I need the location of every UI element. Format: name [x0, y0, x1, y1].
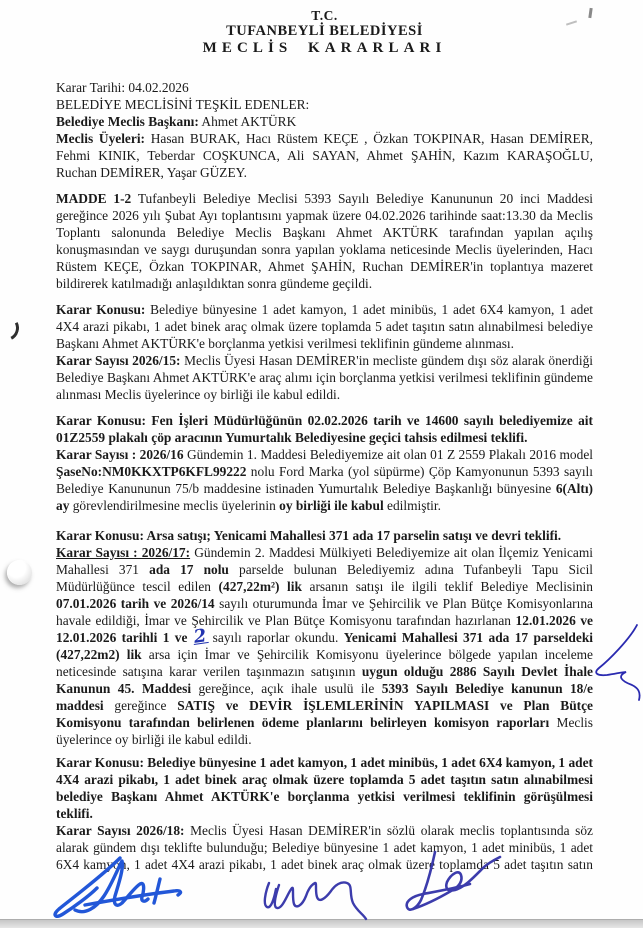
text-run: Karar Konusu: Fen İşleri Müdürlüğünün 02.02.2026 tarih ve 14600 sayılı belediyemize ait 01Z2559 plakalı çöp aracının Yumurtalık Belediyesine geçici tahsis edilmesi teklifi.	[56, 413, 593, 445]
handwritten-ink-number: 2	[192, 625, 208, 648]
text-run: uygun olduğu 2886 Sayılı Devlet İhale Kanunun 45. Maddesi	[56, 664, 593, 696]
text-run: MADDE 1-2	[56, 191, 132, 206]
text-run: arsanın satışı ile ilgili teklif Belediye Meclisinin	[301, 579, 593, 594]
text-run: Gündemin 1. Maddesi Belediyemize ait olan 01 Z 2559 Plakalı 2016 model	[183, 447, 593, 462]
text-run: 07.01.2026 tarih ve 2026/14	[56, 596, 215, 611]
council-composition-heading	[56, 96, 593, 113]
council-members-line	[56, 130, 593, 181]
text-run: Meclis Üyesi Hasan DEMİRER'in sözlü olarak meclis toplantısında söz alarak gündem dışı teklifte bulunduğu; Belediye bünyesine 1 adet kamyon, 1 adet minibüs, 1 adet 6X4 kamyon, 1 adet 4X4 arazi pikabı, 1 adet binek araç olmak üzere toplamda 5 adet taşıtın satın	[56, 823, 593, 872]
decision-date-line	[56, 79, 593, 96]
text-run: Karar Konusu:	[56, 302, 146, 317]
document-body	[56, 0, 593, 873]
council-mayor-line	[56, 113, 593, 130]
text-run: Karar Sayısı 2026/18:	[56, 823, 185, 838]
document-title: MECLİS KARARLARI	[202, 40, 447, 56]
text-run: Karar Sayısı : 2026/17:	[56, 545, 191, 560]
text-run: sayılı raporlar okundu.	[207, 630, 344, 645]
text-run: sayılı oturumunda İmar ve Şehircilik ve Plan Bütçe Komisyonlarına havale edildiği, İmar ve Şehircilik ve Plan Bütçe Komisyonu tarafından hazırlanan	[56, 596, 593, 628]
signature-2	[260, 866, 372, 922]
text-run: ada 17 nolu	[149, 562, 229, 577]
decision-2026-15-resolution	[56, 352, 593, 403]
text-run: Karar Sayısı : 2026/16	[56, 447, 184, 462]
text-run: Karar Sayısı 2026/15:	[56, 353, 181, 368]
text-run: Karar Konusu: Arsa satışı; Yenicami Mahallesi 371 ada 17 parselin satışı ve devri teklifi.	[56, 528, 562, 543]
text-run: (427,22m²) lik	[218, 579, 302, 594]
text-run: Meclis Üyesi Hasan DEMİRER'in mecliste gündem dışı söz alarak önerdiği Belediye Başkanı Ahmet AKTÜRK'e araç alımı için borçlanma yetkisi verilmesi teklifinin gündeme alınması Meclis üyelerince oy birliği ile kabul edildi.	[56, 353, 593, 402]
text-run: SATIŞ ve DEVİR İŞLEMLERİNİN YAPILMASI ve Plan Bütçe Komisyonu tarafından belirlenen ödeme planlarını belirleyen komisyon raporları	[56, 698, 593, 730]
text-run: nolu Ford Marka (yol süpürme) Çöp Kamyonunun 5393 sayılı Belediye Kanununun 75/b maddesine istinaden Yumurtalık Belediye Başkanlığı bünyesine	[56, 464, 593, 496]
madde-1-2-paragraph	[56, 190, 593, 292]
text-run: Karar Tarihi: 04.02.2026	[56, 80, 189, 95]
text-run: Belediye Meclis Başkanı:	[56, 114, 199, 129]
text-run: 6(Altı) ay	[56, 481, 593, 513]
text-run: Ahmet AKTÜRK	[198, 114, 297, 129]
punch-hole-artifact	[7, 560, 32, 585]
text-run: Gündemin 2. Maddesi Mülkiyeti Belediyemize ait olan İlçemiz Yenicami Mahallesi 371	[56, 545, 593, 577]
text-run: görevlendirilmesine meclis üyelerinin	[69, 498, 280, 513]
state-abbreviation: T.C.	[311, 8, 338, 23]
text-run: Meclis Üyeleri:	[56, 131, 145, 146]
text-run: ŞaseNo:NM0KKXTP6KFL99222	[56, 464, 247, 479]
text-run: Hasan BURAK, Hacı Rüstem KEÇE , Özkan TOKPINAR, Hasan DEMİRER, Fehmi KINIK, Teberdar COŞKUNCA, Ali SAYAN, Ahmet ŞAHİN, Kazım KARAŞOĞLU, Ruchan DEMİRER, Yaşar GÜZEY.	[56, 131, 593, 180]
text-run: 5393 Sayılı Belediye kanunun 18/e maddesi	[56, 681, 594, 713]
text-run: Tufanbeyli Belediye Meclisi 5393 Sayılı Belediye Kanununun 20 inci Maddesi gereğince 2026 yılı Şubat Ayı toplantısını yapmak üzere 04.02.2026 tarihinde saat:13.30 da Meclis Toplantı salonunda Belediye Meclis Başkanı Ahmet AKTÜRK tarafından yapılan açılış konuşmasından ve saygı duruşundan sonra yapılan yoklama neticesinde Meclis üyelerinden, Hacı Rüstem KEÇE, Özkan TOKPINAR, Ahmet ŞAHİN, Ruchan DEMİRER'in toplantıya mazeret bildirerek katılmadığı anlaşıldıktan sonra gündeme geçildi.	[56, 191, 593, 291]
decision-2026-17-subject	[56, 527, 593, 544]
municipality-name: TUFANBEYLİ BELEDİYESİ	[226, 23, 423, 39]
text-run: Karar Konusu: Belediye bünyesine 1 adet kamyon, 1 adet minibüs, 1 adet 6X4 kamyon, 1 adet 4X4 arazi pikabı, 1 adet binek araç olmak üzere toplamda 5 adet taşıtın satın alınabilmesi belediye Başkanı Ahmet AKTÜRK'e borçlanma yetkisi verilmesi teklifinin görüşülmesi teklifi.	[56, 755, 593, 821]
text-run: Yenicami Mahallesi 371 ada 17 parseldeki (427,22m2) lik	[56, 630, 593, 662]
text-run: parselde bulunan Belediyemiz adına Tufanbeyli Tapu Sicil Müdürlüğünce tescil edilen	[56, 562, 594, 594]
text-run: edilmiştir.	[383, 498, 441, 513]
decision-2026-16-subject	[56, 412, 593, 446]
decision-2026-18-subject	[56, 754, 593, 822]
text-run: gereğince, açık ihale usulü ile	[191, 681, 382, 696]
signature-1	[48, 852, 193, 918]
text-run: gereğince	[103, 698, 178, 713]
text-run: BELEDİYE MECLİSİNİ TEŞKİL EDENLER:	[56, 97, 310, 112]
decision-2026-15-subject	[56, 301, 593, 352]
document-header	[56, 0, 593, 57]
text-run: Meclis üyelerince oy birliği ile kabul edildi.	[56, 715, 593, 747]
signature-3	[398, 846, 513, 918]
text-run: 12.01.2026 ve 12.01.2026 tarihli 1 ve	[56, 613, 594, 645]
text-run: oy birliği ile kabul	[279, 498, 384, 513]
text-run: arsa için İmar ve Şehircilik Komisyonu üyelerince bölgede yapılan inceleme neticesinde satışına karar verilen taşınmazın satışının	[56, 647, 593, 679]
handwritten-margin-mark	[591, 622, 643, 706]
left-edge-scan-artifact	[0, 312, 22, 345]
decision-2026-16-resolution	[56, 446, 593, 514]
decision-2026-17-resolution	[56, 544, 593, 748]
text-run: Belediye bünyesine 1 adet kamyon, 1 adet minibüs, 1 adet 6X4 kamyon, 1 adet 4X4 arazi pikabı, 1 adet binek araç olmak üzere toplamda 5 adet taşıtın satın alınabilmesi belediye Başkanı Ahmet AKTÜRK'e borçlanma yetkisi verilmesi teklifinin gündeme alınması.	[56, 302, 593, 351]
